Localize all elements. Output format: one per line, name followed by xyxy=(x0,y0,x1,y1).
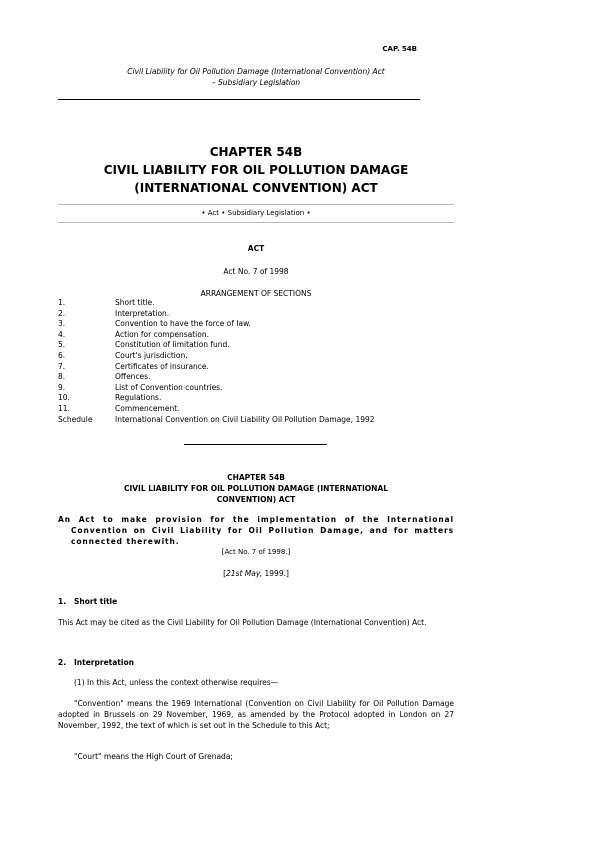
section-2-subsection-1: (1) In this Act, unless the context otherwise requires— xyxy=(74,678,279,687)
body-chapter-line2: CIVIL LIABILITY FOR OIL POLLUTION DAMAGE (INTERNATIONAL xyxy=(123,484,389,493)
section-title: Short title. xyxy=(115,298,155,307)
act-heading: ACT xyxy=(247,244,265,253)
section-entry[interactable] xyxy=(58,351,454,362)
section-entry[interactable] xyxy=(58,298,454,309)
section-1-title: Short title xyxy=(74,597,118,606)
act-reference: [Act No. 7 of 1998.] xyxy=(221,548,291,556)
section-number: 11. xyxy=(58,403,70,413)
section-title: Offences. xyxy=(115,372,151,382)
section-entry[interactable] xyxy=(58,309,454,320)
subsidiary-legislation-link[interactable]: Subsidiary Legislation xyxy=(227,209,305,217)
date-year: 1999.] xyxy=(262,569,289,578)
section-title: Convention to have the force of law. xyxy=(115,319,251,329)
running-title-line1: Civil Liability for Oil Pollution Damage (International Convention) Act xyxy=(127,67,385,76)
commencement-date xyxy=(58,569,454,578)
section-number: 7. xyxy=(58,361,66,371)
sections-list xyxy=(58,298,454,425)
section-2-heading xyxy=(58,658,134,667)
nav-bullet: • xyxy=(221,209,226,217)
section-number: 10. xyxy=(58,393,70,403)
arrangement-heading: ARRANGEMENT OF SECTIONS xyxy=(200,289,312,298)
date-day-month: 21st May, xyxy=(226,569,263,578)
section-entry[interactable] xyxy=(58,404,454,415)
act-number: Act No. 7 of 1998 xyxy=(223,267,289,276)
section-number: Schedule xyxy=(58,414,93,424)
section-entry[interactable] xyxy=(58,362,454,373)
body-chapter-title xyxy=(58,472,454,505)
section-number: 5. xyxy=(58,340,66,350)
section-number: 8. xyxy=(58,372,66,382)
cap-label: CAP. 54B xyxy=(382,45,417,53)
section-1-heading xyxy=(58,597,117,606)
section-title: Interpretation. xyxy=(115,308,170,318)
section-number: 6. xyxy=(58,350,66,360)
section-1-number: 1. xyxy=(58,597,67,606)
nav-bottom-rule xyxy=(58,222,454,223)
section-number: 1. xyxy=(58,298,66,307)
nav-top-rule xyxy=(58,204,454,205)
definition-convention: "Convention" means the 1969 International (Convention on Civil Liability for Oil Pollution Damage adopted in Brussels on 29 November, 1969, as amended by the Protocol adopted in London on 27 November, 1992, the text of which is set out in the Schedule to this Act; xyxy=(58,699,454,730)
toc-divider xyxy=(184,444,327,445)
section-entry[interactable] xyxy=(58,319,454,330)
document-nav xyxy=(58,209,454,217)
nav-bullet: • xyxy=(201,209,206,217)
section-title: Action for compensation. xyxy=(115,329,209,339)
long-title: An Act to make provision for the implementation of the International Convention on Civil Liability for Oil Pollution Damage, and for matters connected therewith. xyxy=(58,515,454,546)
definition-court: "Court" means the High Court of Grenada; xyxy=(74,752,233,761)
act-link[interactable]: Act xyxy=(207,209,220,217)
section-entry[interactable] xyxy=(58,372,454,383)
section-number: 4. xyxy=(58,329,66,339)
section-number: 3. xyxy=(58,319,66,329)
body-chapter-line3: CONVENTION) ACT xyxy=(216,495,296,504)
section-title: International Convention on Civil Liability Oil Pollution Damage, 1992 xyxy=(115,414,375,424)
chapter-title-line1: CHAPTER 54B xyxy=(209,145,303,159)
section-entry[interactable] xyxy=(58,415,454,426)
section-2-number: 2. xyxy=(58,658,67,667)
body-chapter-line1: CHAPTER 54B xyxy=(227,473,285,482)
section-number: 9. xyxy=(58,382,66,392)
chapter-title xyxy=(58,143,454,197)
section-title: List of Convention countries. xyxy=(115,382,223,392)
running-title xyxy=(58,66,454,88)
section-1-text: This Act may be cited as the Civil Liability for Oil Pollution Damage (International Convention) Act. xyxy=(58,618,427,627)
section-title: Certificates of insurance. xyxy=(115,361,209,371)
section-title: Constitution of limitation fund. xyxy=(115,340,230,350)
section-2-title: Interpretation xyxy=(74,658,134,667)
section-title: Regulations. xyxy=(115,393,162,403)
section-entry[interactable] xyxy=(58,383,454,394)
section-title: Court's jurisdiction. xyxy=(115,350,188,360)
section-entry[interactable] xyxy=(58,393,454,404)
chapter-title-line2: CIVIL LIABILITY FOR OIL POLLUTION DAMAGE xyxy=(103,163,409,177)
running-title-line2: – Subsidiary Legislation xyxy=(211,78,301,87)
section-entry[interactable] xyxy=(58,330,454,341)
nav-bullet: • xyxy=(306,209,311,217)
header-rule xyxy=(58,99,420,100)
section-number: 2. xyxy=(58,308,66,318)
chapter-title-line3: (INTERNATIONAL CONVENTION) ACT xyxy=(134,181,378,195)
section-title: Commencement. xyxy=(115,403,180,413)
section-entry[interactable] xyxy=(58,340,454,351)
date-bracket-open: [ xyxy=(223,569,227,578)
